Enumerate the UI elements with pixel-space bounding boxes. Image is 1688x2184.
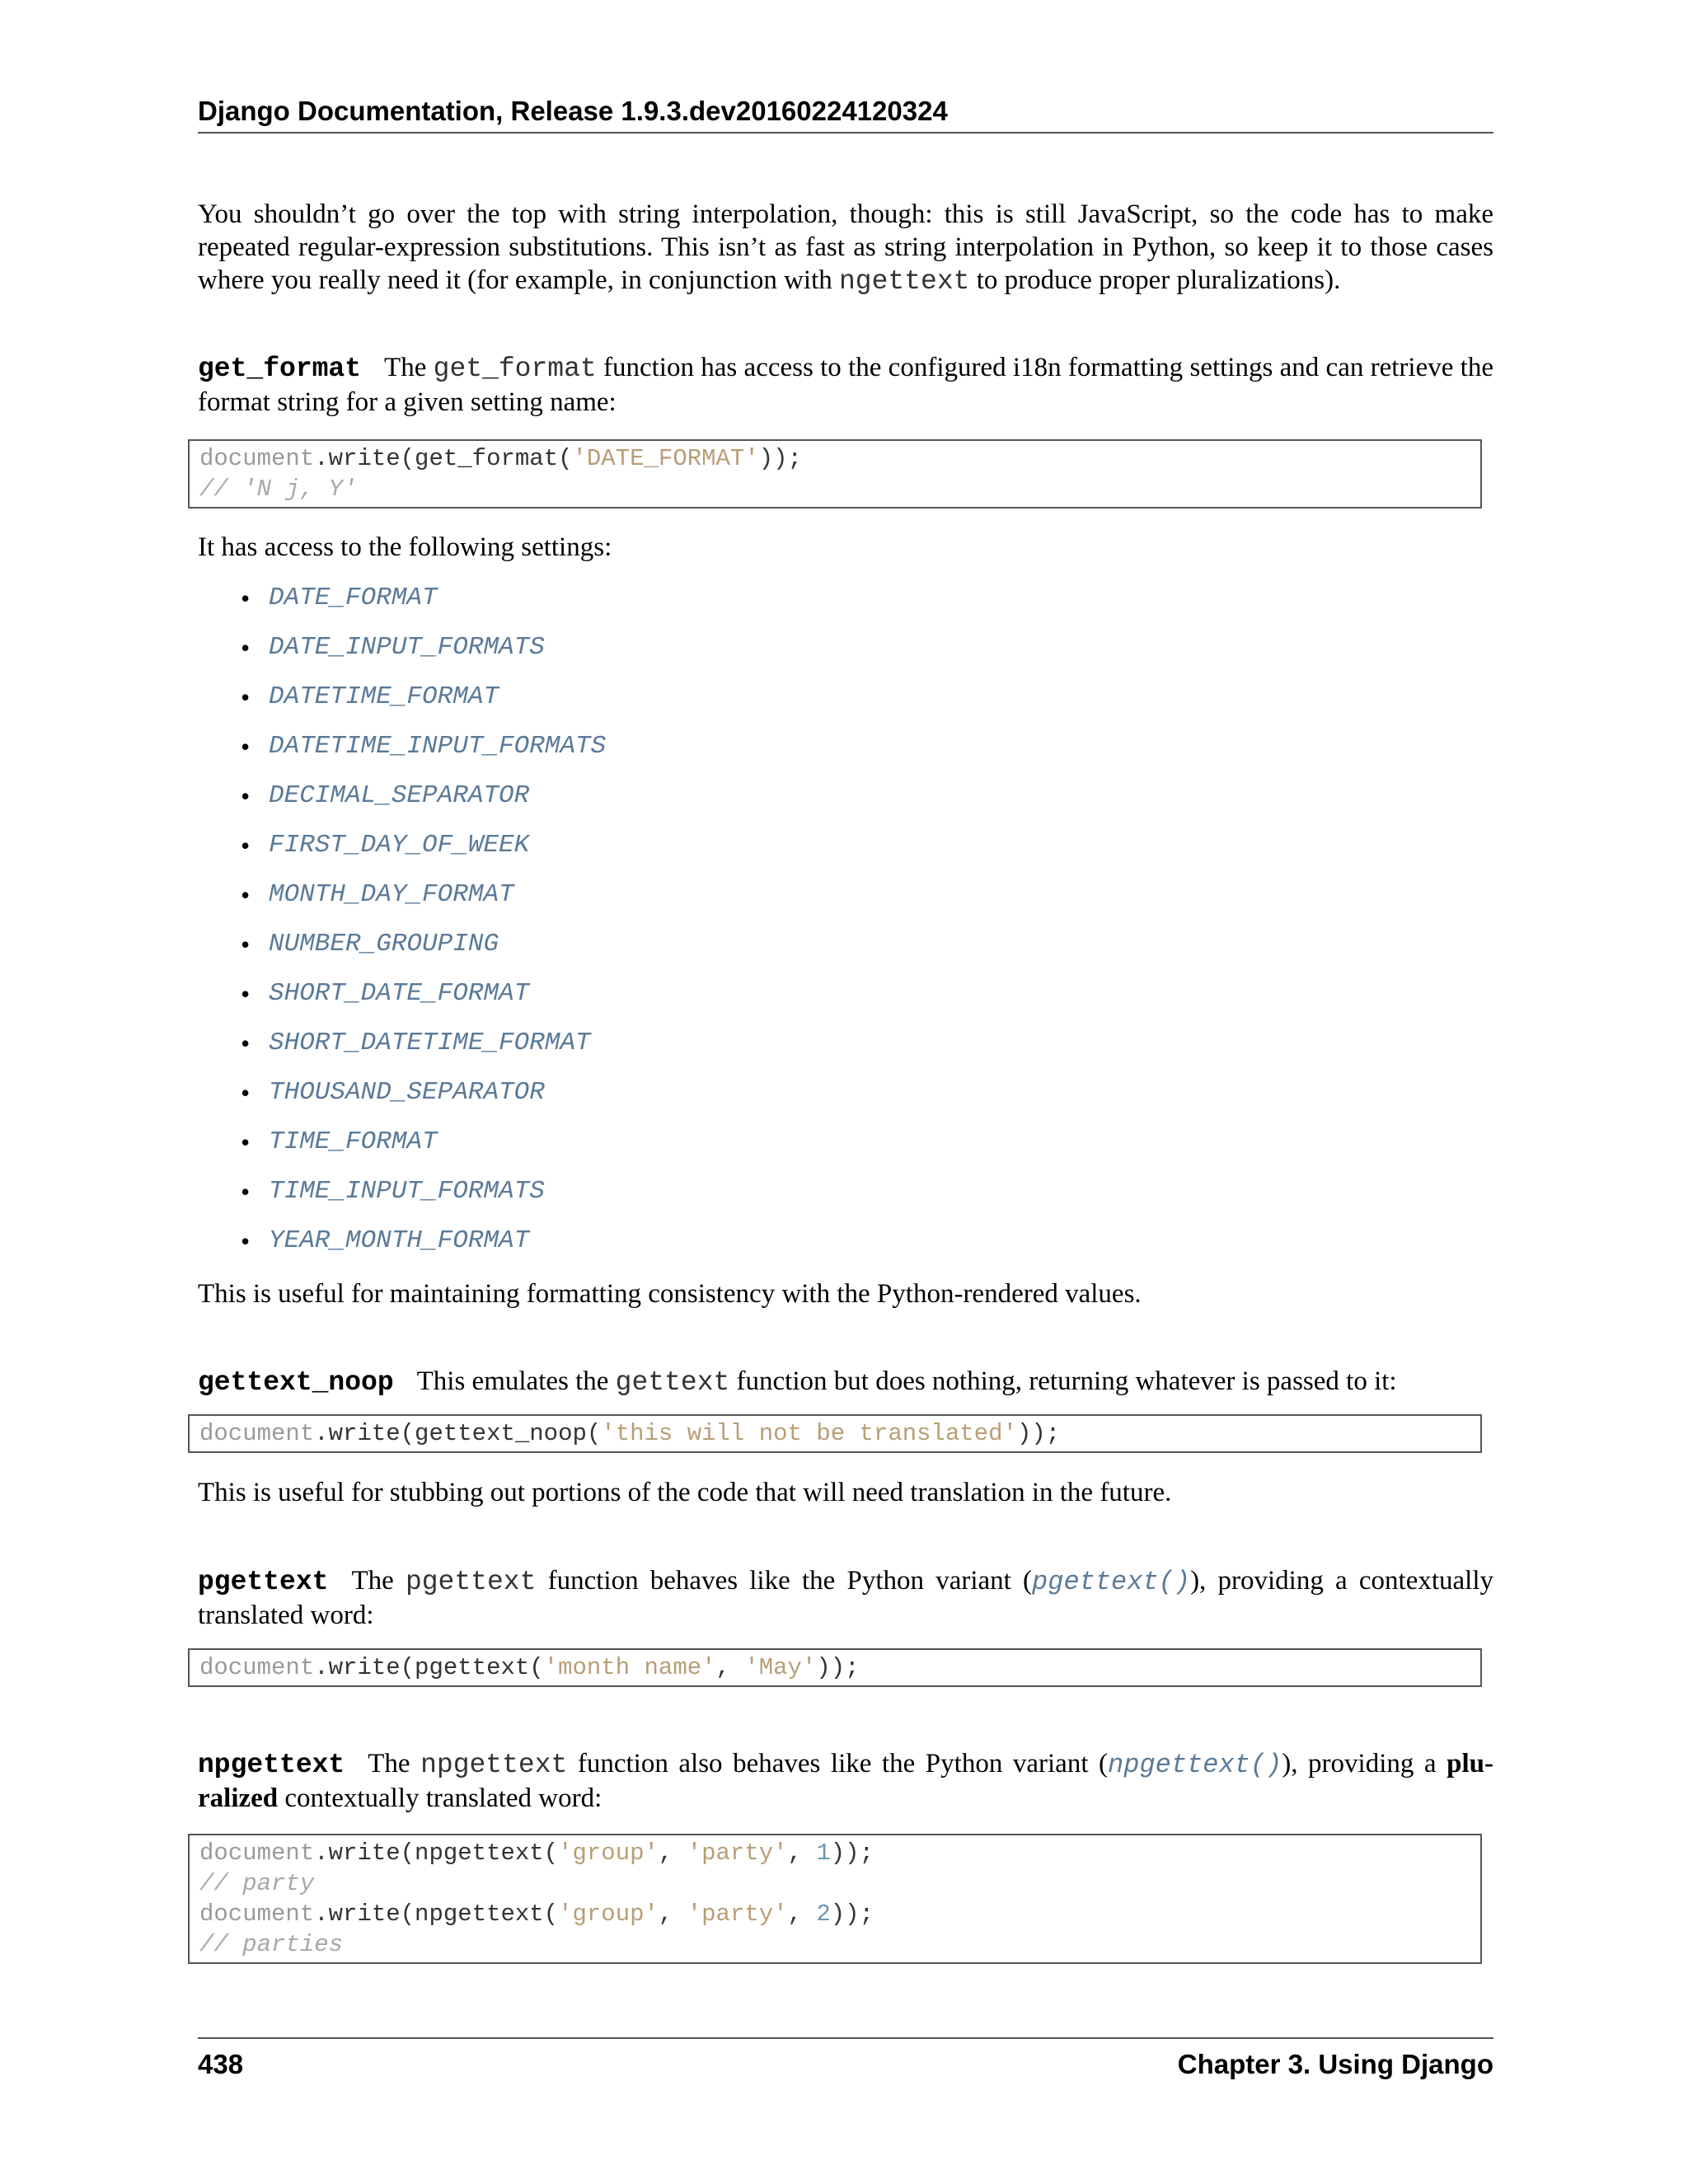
running-footer [198, 2037, 1493, 2083]
function-name-get-format: get_format [198, 354, 362, 384]
settings-list-item [198, 1019, 1493, 1068]
settings-list-item [198, 771, 1493, 821]
settings-list-item [198, 870, 1493, 920]
setting-link[interactable]: SHORT_DATETIME_FORMAT [269, 1029, 591, 1057]
chapter-title: Chapter 3. Using Django [1177, 2049, 1493, 2079]
gettext-noop-description: gettext_noop This emulates the gettext function but does nothing, returning whatever is passed to it: [198, 1366, 1397, 1398]
settings-list-item [198, 969, 1493, 1019]
function-name-pgettext: pgettext [198, 1567, 329, 1597]
settings-list-item [198, 574, 1493, 623]
settings-list-item [198, 722, 1493, 771]
section-pgettext [198, 1564, 1493, 1632]
section-gettext-noop [198, 1365, 1493, 1399]
setting-link[interactable]: DATE_INPUT_FORMATS [269, 633, 545, 662]
pgettext-description: pgettext The pgettext function behaves like the Python variant (pgettext()), providing a contextually translated word: [198, 1566, 1494, 1630]
function-name-npgettext: npgettext [198, 1750, 345, 1780]
setting-link[interactable]: SHORT_DATE_FORMAT [269, 979, 530, 1008]
intro-paragraph: You shouldn’t go over the top with string interpolation, though: this is still JavaScript, so the code has to make repeated regular-expression substitutions. This isn’t as fast as string interpolation in Python, so keep it to those cases where you really need it (for example, in conjunction with ngettext to produce proper pluralizations). [198, 199, 1493, 297]
setting-link[interactable]: THOUSAND_SEPARATOR [269, 1078, 545, 1107]
get-format-description: get_format The get_format function has access to the configured i18n formatting settings and can retrieve the format string for a given setting name: [198, 353, 1493, 417]
section-get-format [198, 351, 1493, 419]
settings-list-item [198, 1068, 1493, 1118]
setting-link[interactable]: DATE_FORMAT [269, 583, 438, 612]
pgettext-link[interactable]: pgettext() [1032, 1567, 1191, 1597]
npgettext-link[interactable]: npgettext() [1108, 1750, 1282, 1780]
settings-list-item [198, 1216, 1493, 1266]
code-block-gettext-noop: document.write(gettext_noop('this will not be translated')); [188, 1414, 1482, 1453]
npgettext-description: npgettext The npgettext function also behaves like the Python variant (npgettext()), providing a plu-ralized contextually translated word: [198, 1749, 1493, 1813]
setting-link[interactable]: TIME_FORMAT [269, 1127, 438, 1156]
settings-intro: It has access to the following settings: [198, 532, 612, 562]
settings-list-item [198, 673, 1493, 722]
get-format-note: This is useful for maintaining formatting consistency with the Python-rendered values. [198, 1279, 1142, 1309]
page-number: 438 [198, 2049, 244, 2079]
code-block-get-format: document.write(get_format('DATE_FORMAT')); // 'N j, Y' [188, 439, 1482, 509]
settings-list-item [198, 1118, 1493, 1167]
gettext-noop-note: This is useful for stubbing out portions of the code that will need translation in the future. [198, 1478, 1172, 1507]
setting-link[interactable]: YEAR_MONTH_FORMAT [269, 1226, 530, 1255]
running-header: Django Documentation, Release 1.9.3.dev20160224120324 [198, 92, 1493, 134]
settings-list-item [198, 1167, 1493, 1216]
setting-link[interactable]: TIME_INPUT_FORMATS [269, 1177, 545, 1206]
setting-link[interactable]: DATETIME_FORMAT [269, 682, 499, 711]
section-npgettext [198, 1747, 1493, 1815]
setting-link[interactable]: DECIMAL_SEPARATOR [269, 781, 530, 810]
settings-list-item [198, 821, 1493, 870]
inline-code-ngettext: ngettext [839, 266, 970, 297]
setting-link[interactable]: MONTH_DAY_FORMAT [269, 880, 514, 909]
setting-link[interactable]: DATETIME_INPUT_FORMATS [269, 732, 607, 761]
setting-link[interactable]: FIRST_DAY_OF_WEEK [269, 831, 530, 860]
setting-link[interactable]: NUMBER_GROUPING [269, 930, 499, 958]
settings-list-item [198, 623, 1493, 673]
settings-list [198, 574, 1493, 1266]
code-block-pgettext: document.write(pgettext('month name', 'May')); [188, 1648, 1482, 1687]
settings-list-item [198, 920, 1493, 969]
code-block-npgettext: document.write(npgettext('group', 'party', 1)); // party document.write(npgettext('group', 'party', 2)); // parties [188, 1834, 1482, 1964]
function-name-gettext-noop: gettext_noop [198, 1367, 394, 1398]
